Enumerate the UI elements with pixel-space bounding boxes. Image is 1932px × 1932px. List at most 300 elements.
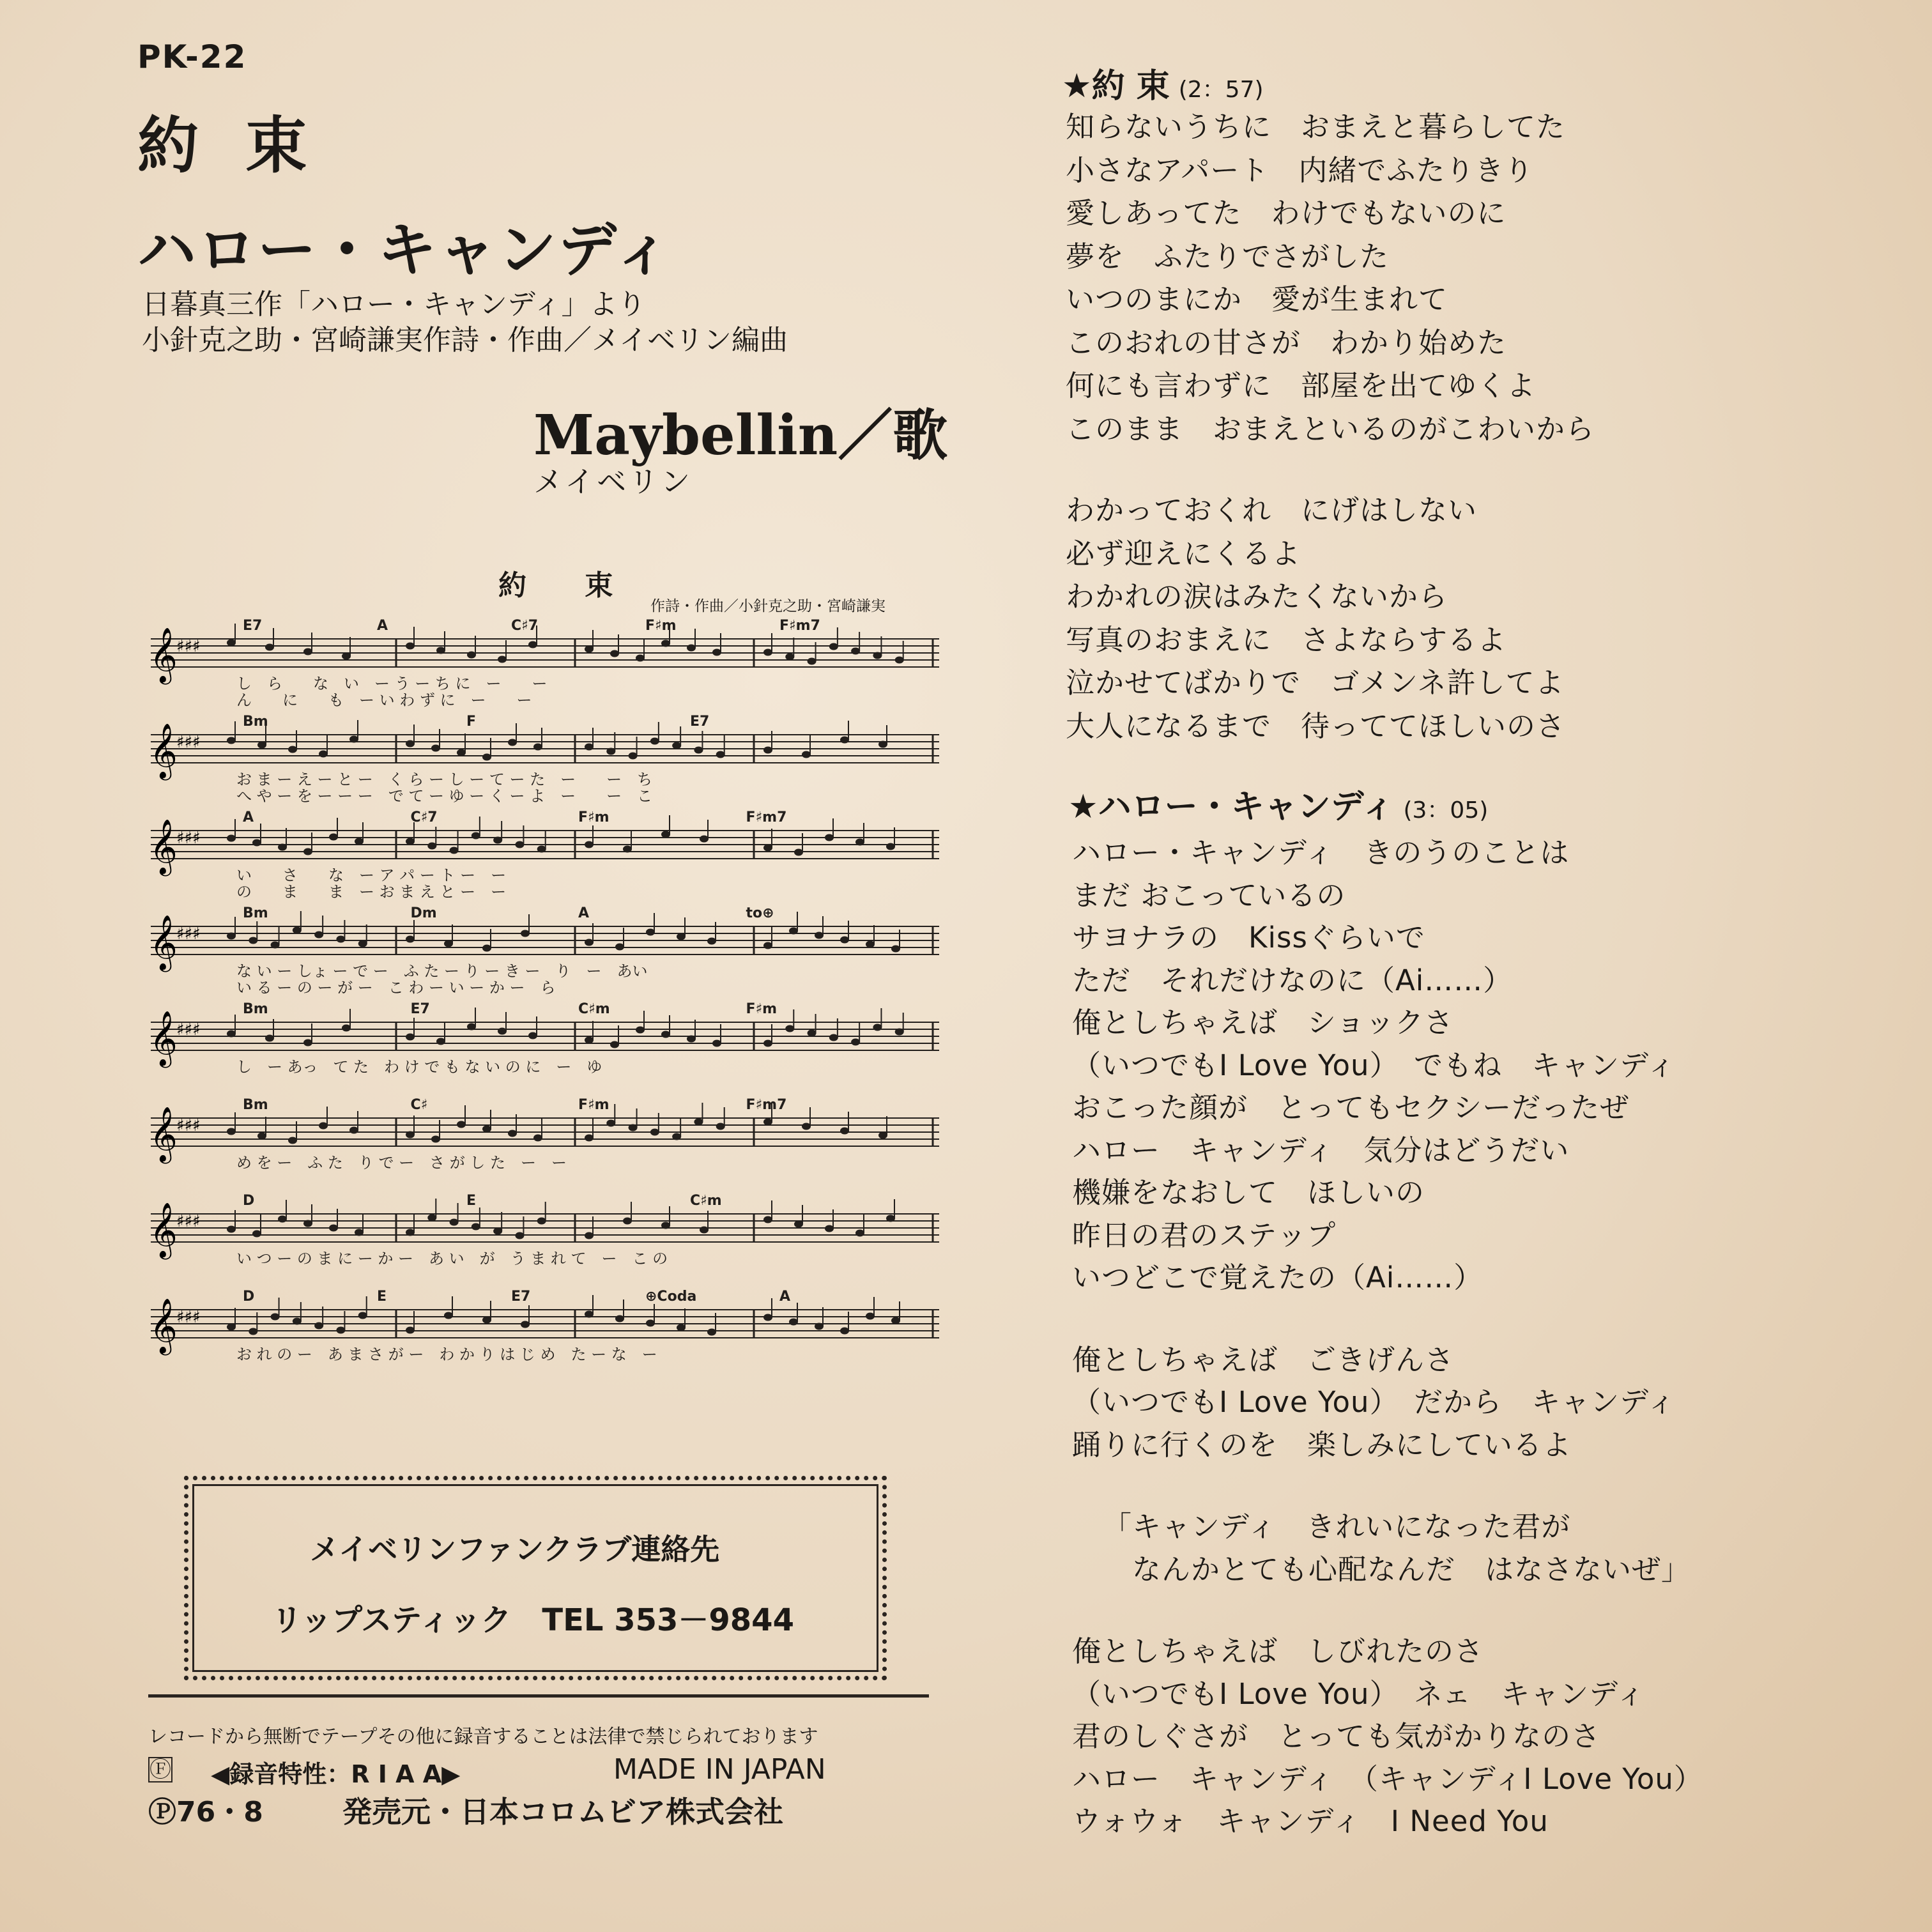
fanclub-box	[184, 1476, 887, 1680]
treble-clef-icon: 𝄞	[150, 819, 178, 874]
note-head	[467, 652, 476, 659]
lyric-line: ウォウォ キャンディ I Need You	[1072, 1804, 1549, 1838]
note-head	[687, 1036, 696, 1043]
chord-symbol: E7	[410, 1001, 430, 1017]
score-lyric-line: ん に も ー い わ ず に ー ー	[236, 691, 532, 709]
chord-symbol: Bm	[243, 1097, 268, 1113]
note-head	[319, 1123, 328, 1130]
note-head	[585, 1232, 594, 1239]
chord-symbol: E	[466, 1193, 477, 1209]
note-head	[521, 930, 530, 937]
note-head	[716, 1123, 725, 1130]
note-head	[829, 643, 838, 650]
note-head	[895, 657, 904, 664]
note-head	[293, 927, 302, 934]
key-signature: ♯♯♯	[176, 733, 201, 752]
note-head	[329, 834, 338, 841]
note-head	[457, 749, 466, 756]
lyric-line: （いつでもI Love You） だから キャンディ	[1072, 1385, 1676, 1419]
catalog-number: PK-22	[137, 38, 247, 75]
note-head	[303, 648, 312, 656]
note-head	[763, 1119, 772, 1126]
note-head	[303, 848, 312, 855]
note-head	[493, 1228, 502, 1235]
note-head	[444, 1312, 453, 1319]
song1-duration: (2：57)	[1178, 77, 1264, 103]
note-head	[355, 838, 364, 845]
note-head	[471, 1223, 480, 1230]
note-head	[257, 742, 266, 749]
note-head	[700, 1227, 709, 1234]
lyric-line: ハロー キャンディ 気分はどうだい	[1072, 1133, 1570, 1167]
artist-kana: メイベリン	[533, 464, 693, 499]
note-head	[763, 1216, 772, 1223]
note-head	[840, 1328, 849, 1335]
chord-symbol: A	[578, 905, 590, 921]
chord-symbol: D	[243, 1193, 255, 1209]
note-head	[249, 1328, 257, 1335]
note-head	[227, 1226, 236, 1233]
chord-symbol: C♯7	[511, 618, 539, 634]
note-head	[249, 937, 257, 944]
note-head	[314, 931, 323, 939]
key-signature: ♯♯♯	[176, 637, 201, 656]
note-head	[355, 1229, 364, 1236]
note-head	[406, 1131, 415, 1138]
chord-symbol: A	[377, 618, 388, 634]
chord-symbol: A	[779, 1289, 791, 1305]
chord-symbol: D	[243, 1289, 255, 1305]
lyric-line: 大人になるまで 待っててほしいのさ	[1066, 709, 1566, 743]
key-signature: ♯♯♯	[176, 924, 201, 944]
song2-duration: (3：05)	[1403, 797, 1489, 824]
chord-symbol: Bm	[243, 905, 268, 921]
note-head	[585, 1311, 594, 1318]
chord-symbol: E7	[243, 618, 263, 634]
note-head	[629, 1124, 638, 1131]
note-head	[615, 944, 624, 951]
note-head	[623, 846, 632, 853]
note-head	[789, 1319, 798, 1326]
staff-system	[150, 714, 939, 805]
note-head	[794, 1221, 803, 1228]
note-head	[406, 936, 415, 943]
chord-symbol: ⊕Coda	[645, 1289, 697, 1305]
note-head	[585, 1037, 594, 1044]
lyric-line: 踊りに行くのを 楽しみにしているよ	[1072, 1427, 1572, 1462]
chord-symbol: C♯7	[410, 809, 438, 825]
note-head	[636, 1027, 645, 1034]
lyric-line: 俺としちゃえば ショックさ	[1072, 1006, 1454, 1039]
note-head	[615, 1315, 624, 1322]
lyric-line: 機嫌をなおして ほしいの	[1072, 1176, 1425, 1209]
source-credit: 日暮真三作「ハロー・キャンディ」より	[142, 288, 646, 321]
note-head	[227, 1128, 236, 1135]
publisher: 発売元・日本コロムビア株式会社	[342, 1795, 783, 1829]
note-head	[677, 1324, 686, 1331]
treble-clef-icon: 𝄞	[150, 627, 178, 682]
note-head	[278, 1216, 287, 1223]
note-head	[227, 737, 236, 744]
fanclub-contact: リップスティック TEL 353－9844	[272, 1602, 794, 1638]
note-head	[265, 1035, 274, 1042]
note-head	[265, 644, 274, 651]
song1-title: ★約 束	[1062, 67, 1170, 105]
note-head	[650, 1129, 659, 1136]
lyric-line: 知らないうちに おまえと暮らしてた	[1066, 110, 1566, 144]
chord-symbol: F♯m	[746, 1001, 778, 1017]
note-head	[498, 1028, 507, 1035]
treble-clef-icon: 𝄞	[150, 1107, 178, 1162]
note-head	[661, 640, 670, 647]
song1-heading	[1062, 59, 1264, 107]
note-head	[763, 845, 772, 852]
note-head	[406, 643, 415, 650]
note-head	[866, 1313, 875, 1320]
note-head	[585, 646, 594, 653]
note-head	[700, 836, 709, 843]
note-head	[406, 1229, 415, 1236]
note-head	[840, 1128, 849, 1135]
note-head	[763, 1314, 772, 1321]
note-head	[785, 1025, 794, 1032]
note-head	[808, 1030, 816, 1037]
lyric-line: いつのまにか 愛が生まれて	[1066, 282, 1448, 316]
riaa-text: ◀録音特性：R I A A▶	[211, 1760, 461, 1788]
note-head	[406, 1327, 415, 1334]
score-lyric-line: め を ー ふ た り で ー さ が し た ー ー	[236, 1154, 567, 1172]
note-head	[829, 1034, 838, 1041]
note-head	[763, 747, 772, 754]
lyric-line: 俺としちゃえば しびれたのさ	[1072, 1634, 1484, 1668]
lyric-line: このおれの甘さが わかり始めた	[1066, 325, 1507, 360]
note-head	[712, 1040, 721, 1047]
note-head	[891, 1317, 900, 1324]
key-signature: ♯♯♯	[176, 1212, 201, 1231]
note-head	[436, 1038, 445, 1045]
chord-symbol: E	[377, 1289, 387, 1305]
sheet-music	[147, 613, 946, 1446]
note-head	[329, 1225, 338, 1232]
note-head	[319, 751, 328, 758]
note-head	[436, 647, 445, 654]
note-head	[227, 1031, 236, 1038]
note-head	[457, 1121, 466, 1128]
lyric-line: 夢を ふたりでさがした	[1066, 239, 1390, 273]
score-lyric-line: し ら な い ー う ー ち に ー ー	[236, 675, 548, 693]
note-head	[482, 754, 491, 761]
note-head	[257, 1133, 266, 1140]
note-head	[482, 1317, 491, 1324]
note-head	[891, 946, 900, 953]
staff-system	[150, 1289, 939, 1363]
note-head	[895, 1029, 904, 1036]
note-head	[646, 1320, 655, 1327]
note-head	[467, 1023, 476, 1031]
note-head	[855, 1230, 864, 1237]
note-head	[427, 843, 436, 850]
note-head	[808, 658, 816, 665]
note-head	[508, 739, 517, 746]
song2-heading	[1068, 779, 1488, 827]
note-head	[855, 839, 864, 846]
treble-clef-icon: 𝄞	[150, 1202, 178, 1257]
note-head	[840, 737, 849, 744]
note-head	[661, 831, 670, 838]
note-head	[349, 1127, 358, 1134]
chord-symbol: E7	[690, 714, 710, 730]
note-head	[763, 1040, 772, 1047]
artist-name: Maybellin／歌	[533, 403, 948, 468]
note-head	[482, 945, 491, 952]
note-head	[694, 747, 703, 754]
lyric-line: まだ おこっているの	[1072, 878, 1346, 912]
lyric-line: わかれの涙はみたくないから	[1066, 579, 1448, 613]
made-in-japan: MADE IN JAPAN	[613, 1753, 826, 1786]
title-yakusoku: 約 束	[137, 110, 320, 181]
note-head	[342, 653, 351, 660]
note-head	[431, 745, 440, 752]
note-head	[271, 1314, 280, 1321]
songwriter-credits: 小針克之助・宮崎謙実作詩・作曲／メイベリン編曲	[142, 324, 788, 356]
chord-symbol: F♯m7	[746, 1097, 787, 1113]
lyric-line: 「キャンディ きれいになった君が	[1103, 1510, 1571, 1544]
key-signature: ♯♯♯	[176, 1308, 201, 1327]
note-head	[293, 1318, 302, 1325]
note-head	[585, 1135, 594, 1142]
note-head	[878, 741, 887, 748]
note-head	[825, 834, 834, 841]
note-head	[482, 1126, 491, 1133]
note-head	[606, 1120, 615, 1127]
score-lyric-line: の ま ま ー お ま え と ー ー	[236, 883, 507, 901]
song2-title: ★ハロー・キャンディ	[1068, 788, 1395, 826]
note-head	[537, 846, 546, 853]
staff-system	[150, 1001, 939, 1076]
note-head	[661, 1222, 670, 1229]
note-head	[528, 1032, 537, 1039]
key-signature: ♯♯♯	[176, 1116, 201, 1135]
note-head	[533, 1135, 542, 1142]
lyric-line: 小さなアパート 内緒でふたりきり	[1066, 153, 1534, 187]
lyric-line: ハロー キャンディ （キャンディI Love You）	[1072, 1761, 1703, 1796]
lyric-line: ただ それだけなのに（Ai……）	[1072, 963, 1513, 997]
note-head	[533, 744, 542, 751]
note-head	[825, 1225, 834, 1232]
note-head	[406, 740, 415, 747]
score-svg	[147, 613, 946, 1444]
note-head	[358, 940, 367, 947]
note-head	[707, 1329, 716, 1336]
note-head	[763, 649, 772, 656]
note-head	[303, 1220, 312, 1227]
note-head	[687, 645, 696, 652]
lyric-line: （いつでもI Love You） ネェ キャンディ	[1072, 1676, 1646, 1711]
note-head	[815, 1323, 824, 1330]
staff-system	[150, 905, 939, 997]
note-head	[794, 849, 803, 856]
score-lyric-line: し ー あっ て た わ け で も な い の に ー ゆ	[236, 1058, 602, 1076]
note-head	[623, 1218, 632, 1225]
note-head	[672, 1133, 681, 1140]
note-head	[707, 938, 716, 945]
staff-system	[150, 1193, 939, 1268]
treble-clef-icon: 𝄞	[150, 1011, 178, 1066]
treble-clef-icon: 𝄞	[150, 915, 178, 970]
chord-symbol: A	[243, 809, 254, 825]
lyric-line: 写真のおまえに さよならするよ	[1066, 622, 1507, 657]
note-head	[431, 1136, 440, 1143]
note-head	[515, 841, 524, 848]
note-head	[866, 941, 875, 948]
note-head	[802, 1123, 811, 1130]
chord-symbol: to⊕	[746, 905, 774, 921]
chord-symbol: F♯m	[578, 809, 610, 825]
lyric-line: おこった顔が とってもセクシーだったぜ	[1072, 1091, 1630, 1124]
note-head	[288, 746, 297, 753]
note-head	[252, 1230, 261, 1238]
key-signature: ♯♯♯	[176, 829, 201, 848]
chord-symbol: C♯m	[578, 1001, 610, 1017]
note-head	[427, 1215, 436, 1222]
note-head	[444, 940, 453, 947]
note-head	[358, 1312, 367, 1319]
note-head	[661, 1031, 670, 1038]
note-head	[851, 648, 860, 655]
lyric-line: サヨナラの Kissぐらいで	[1072, 921, 1425, 954]
note-head	[785, 654, 794, 661]
score-lyric-line: お ま ー え ー と ー く ら ー し ー て ー た ー ー ち	[236, 770, 653, 788]
note-head	[521, 1321, 530, 1328]
note-head	[342, 1025, 351, 1032]
note-head	[873, 652, 882, 659]
chord-symbol: F♯m	[645, 618, 677, 634]
staff-system	[150, 809, 939, 901]
chord-symbol: Bm	[243, 1001, 268, 1017]
note-head	[851, 1039, 860, 1046]
lyric-line: 昨日の君のステップ	[1072, 1218, 1337, 1252]
chord-symbol: F♯m7	[779, 618, 820, 634]
divider	[148, 1694, 929, 1698]
note-head	[450, 847, 459, 854]
note-head	[349, 736, 358, 743]
note-head	[493, 837, 502, 844]
note-head	[278, 844, 287, 851]
note-head	[508, 1130, 517, 1137]
note-head	[606, 748, 615, 755]
note-head	[471, 832, 480, 839]
note-head	[878, 1132, 887, 1139]
note-head	[677, 933, 686, 940]
score-lyric-line: い つ ー の ま に ー か ー あ い が う ま れ て ー こ の	[236, 1250, 668, 1268]
lyric-line: 君のしぐさが とっても気がかりなのさ	[1072, 1719, 1601, 1753]
chord-symbol: E7	[511, 1289, 531, 1305]
note-head	[585, 744, 594, 751]
note-head	[528, 641, 537, 648]
lyric-line: わかっておくれ にげはしない	[1066, 493, 1478, 527]
riaa-mark-icon: Ⓕ	[150, 1757, 171, 1782]
score-title: 約 束	[498, 569, 638, 602]
lyric-line: このまま おまえといるのがこわいから	[1066, 411, 1595, 446]
chord-symbol: C♯m	[690, 1193, 722, 1209]
chord-symbol: Bm	[243, 714, 268, 730]
note-head	[336, 1327, 345, 1334]
chord-symbol: C♯	[410, 1097, 428, 1113]
chord-symbol: F	[466, 714, 477, 730]
fanclub-title: メイベリンファンクラブ連絡先	[310, 1532, 720, 1567]
note-head	[336, 936, 345, 943]
note-head	[450, 1219, 459, 1226]
key-signature: ♯♯♯	[176, 1020, 201, 1039]
note-head	[227, 933, 236, 940]
phonogram-year: Ⓟ76・8	[148, 1796, 263, 1828]
note-head	[303, 1039, 312, 1046]
score-lyric-line: い る ー の ー が ー こ わ ー い ー か ー ら	[236, 979, 556, 997]
lyric-line: （いつでもI Love You） でもね キャンディ	[1072, 1048, 1676, 1082]
note-head	[252, 839, 261, 847]
lyric-line: 俺としちゃえば ごきげんさ	[1072, 1342, 1455, 1377]
note-head	[650, 738, 659, 745]
note-head	[694, 1119, 703, 1126]
note-head	[646, 929, 655, 936]
note-head	[712, 649, 721, 656]
copy-notice: レコードから無断でテープその他に録音することは法律で禁じられております	[148, 1726, 818, 1748]
lyric-line: 泣かせてばかりで ゴメンネ許してよ	[1066, 666, 1565, 700]
note-head	[498, 656, 507, 663]
lyric-line: 必ず迎えにくるよ	[1066, 536, 1301, 571]
note-head	[672, 742, 681, 749]
lyric-line: ハロー・キャンディ きのうのことは	[1072, 836, 1570, 870]
lyric-line: 愛しあってた わけでもないのに	[1066, 196, 1506, 230]
note-head	[585, 939, 594, 946]
note-head	[886, 1215, 895, 1222]
chord-symbol: Dm	[410, 905, 437, 921]
note-head	[406, 838, 415, 845]
note-head	[802, 751, 811, 758]
lyric-line: 何にも言わずに 部屋を出てゆくよ	[1066, 369, 1537, 402]
note-head	[610, 650, 619, 657]
treble-clef-icon: 𝄞	[150, 723, 178, 778]
note-head	[629, 753, 638, 760]
score-credit: 作詩・作曲／小針克之助・宮崎謙実	[650, 598, 885, 615]
note-head	[636, 655, 645, 662]
note-head	[515, 1232, 524, 1239]
chord-symbol: F♯m	[578, 1097, 610, 1113]
score-lyric-line: な い ー しょ ー で ー ふ た ー り ー き ー り ー あい	[236, 962, 648, 980]
staff-system	[150, 618, 939, 709]
note-head	[789, 928, 798, 935]
note-head	[610, 1041, 619, 1048]
note-head	[227, 1324, 236, 1331]
score-lyric-line: い さ な ー ア パ ー ト ー ー	[236, 866, 507, 884]
note-head	[840, 937, 849, 944]
lyric-line: なんかとても心配なんだ はなさないぜ」	[1103, 1552, 1691, 1586]
note-head	[271, 942, 280, 949]
note-head	[716, 751, 725, 758]
note-head	[406, 1034, 415, 1041]
note-head	[314, 1322, 323, 1330]
note-head	[537, 1218, 546, 1225]
score-lyric-line: お れ の ー あ ま さ が ー わ か り は じ め た ー な ー	[236, 1346, 657, 1363]
note-head	[763, 942, 772, 949]
score-lyric-line: へ や ー を ー ー ー で て ー ゆ ー く ー よ ー ー こ	[236, 787, 653, 805]
note-head	[585, 841, 594, 848]
staff-system	[150, 1097, 939, 1172]
treble-clef-icon: 𝄞	[150, 1298, 178, 1353]
note-head	[288, 1137, 297, 1144]
note-head	[227, 640, 236, 647]
lyric-line: いつどこで覚えたの（Ai……）	[1072, 1261, 1483, 1294]
